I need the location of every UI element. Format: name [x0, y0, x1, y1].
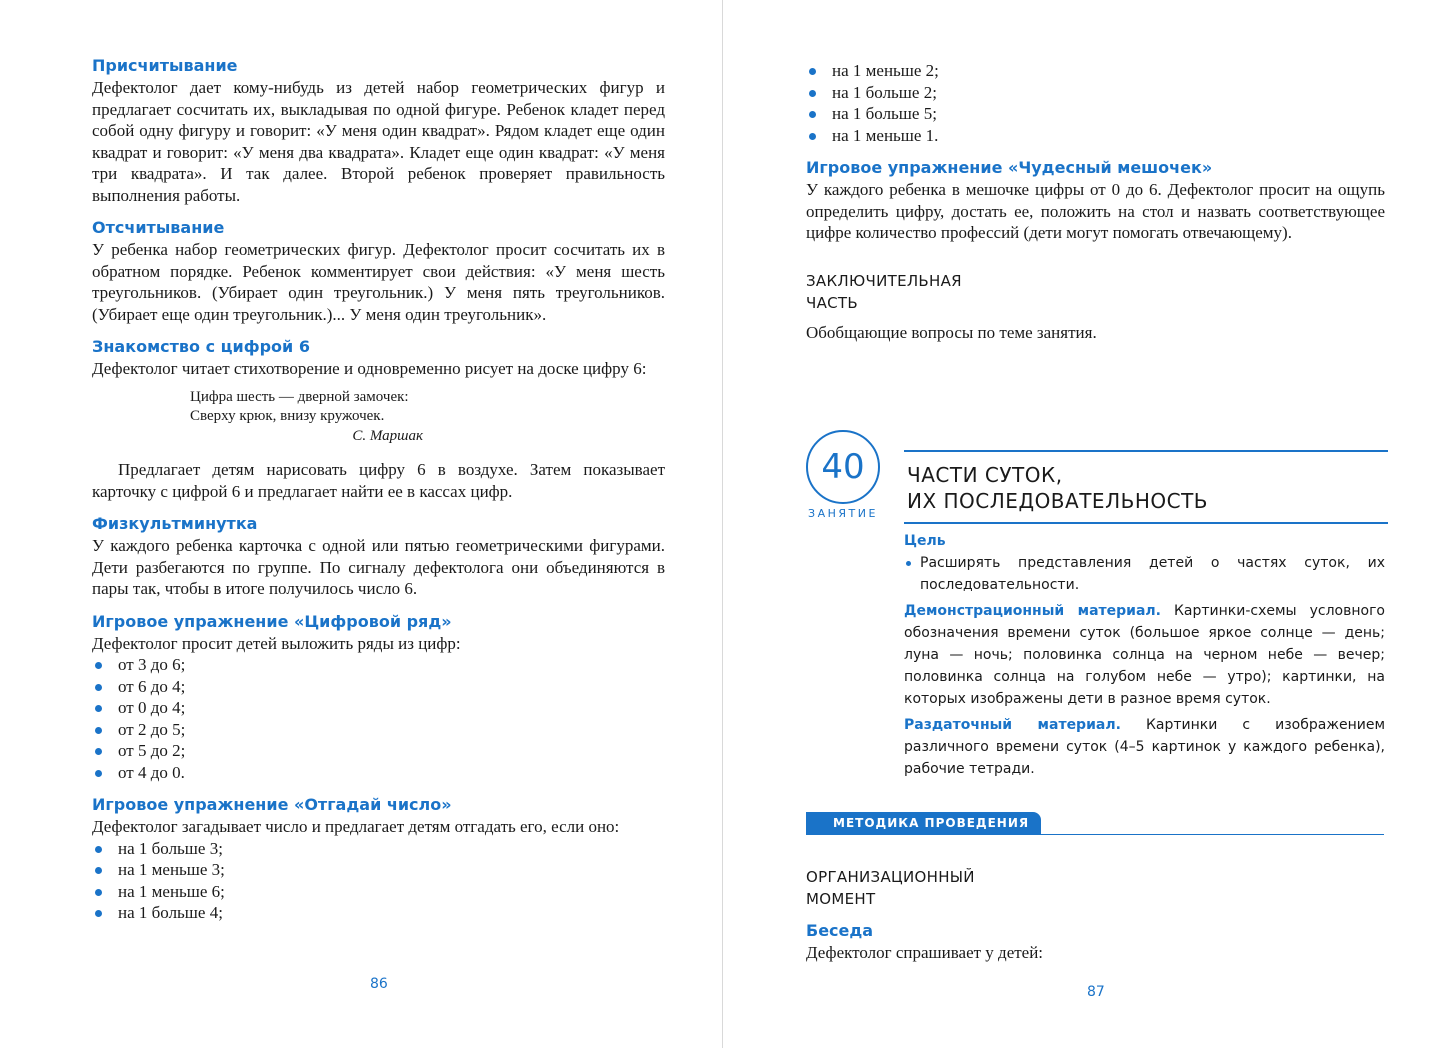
list-item: на 1 меньше 1.: [806, 125, 1385, 147]
list-item: на 1 меньше 3;: [92, 859, 665, 881]
lesson-label: ЗАНЯТИЕ: [808, 507, 878, 520]
final-part-heading: ЗАКЛЮЧИТЕЛЬНАЯ: [806, 271, 962, 290]
section-text-exercise-break: У каждого ребенка карточка с одной или пятью геометрическими фигурами. Дети разбегаются по группе. По сигналу дефектолога они объединяются в пары так, чтобы в итоге получилось число 6.: [92, 536, 665, 598]
page-number: 86: [370, 976, 388, 992]
list-item: от 0 до 4;: [92, 697, 665, 719]
bullet-icon: [906, 561, 911, 566]
bullet-icon: [95, 727, 102, 734]
talk-title: Беседа: [806, 921, 874, 940]
section-text-digit-row: Дефектолог просит детей выложить ряды из цифр:: [92, 633, 461, 653]
poem-line: Цифра шесть — дверной замочек:: [190, 388, 409, 405]
guess-number-list: [92, 838, 665, 924]
list-item: на 1 меньше 6;: [92, 881, 665, 903]
page-number: 87: [1087, 984, 1105, 1000]
demo-material: Демонстрационный материал. Картинки-схемы условного обозначения времени суток (большое яркое солнце — день; луна — ночь; половинка солнца на черном небе — вечер; половинка солнца на голубом небе — утро); картинки, на которых изображены дети в разное время суток.: [904, 603, 1385, 707]
org-heading: ОРГАНИЗАЦИОННЫЙ: [806, 868, 975, 886]
bullet-icon: [809, 111, 816, 118]
list-item: на 1 больше 3;: [92, 838, 665, 860]
bullet-icon: [95, 910, 102, 917]
digit-row-list: [92, 654, 665, 783]
list-item: на 1 больше 2;: [806, 82, 1385, 104]
lesson-header: [806, 430, 1385, 790]
bullet-icon: [95, 889, 102, 896]
list-item: на 1 больше 4;: [92, 902, 665, 924]
list-item: от 2 до 5;: [92, 719, 665, 741]
list-item: от 4 до 0.: [92, 762, 665, 784]
right-column: [806, 60, 1385, 343]
bullet-icon: [809, 68, 816, 75]
bullet-icon: [809, 90, 816, 97]
section-title-exercise-break: Физкультминутка: [92, 514, 258, 533]
section-title-magic-bag: Игровое упражнение «Чудесный мешочек»: [806, 158, 1213, 177]
list-item: от 3 до 6;: [92, 654, 665, 676]
guess-number-list-cont: [806, 60, 1385, 146]
section-text-digit-six: Дефектолог читает стихотворение и одновременно рисует на доске цифру 6:: [92, 359, 647, 378]
list-item: на 1 меньше 2;: [806, 60, 1385, 82]
org-heading-2: МОМЕНТ: [806, 890, 876, 908]
bullet-icon: [95, 662, 102, 669]
final-part-text: Обобщающие вопросы по теме занятия.: [806, 322, 1097, 342]
poem: [190, 388, 665, 447]
goal-text: Расширять представления детей о частях суток, их последовательности.: [904, 552, 1385, 596]
demo-label: Демонстрационный материал.: [904, 603, 1161, 619]
section-title-count-on: Присчитывание: [92, 56, 238, 75]
section-title-count-back: Отсчитывание: [92, 218, 225, 237]
org-section: [806, 866, 1385, 964]
list-item: на 1 больше 5;: [806, 103, 1385, 125]
method-bar: [806, 812, 1384, 835]
section-text-count-on: Дефектолог дает кому-нибудь из детей набор геометрических фигур и предлагает сосчитать их, выкладывая по одной фигуре. Ребенок кладет перед собой одну фигуру и говорит: «У меня один квадрат». Рядом кладет еще один квадрат и говорит: «У меня два квадрата». Кладет еще один квадрат: «У меня три квадрата». И так далее. Второй ребенок проверяет правильность выполнения работы.: [92, 78, 665, 205]
lesson-title-box: [904, 450, 1388, 524]
section-text-count-back: У ребенка набор геометрических фигур. Дефектолог просит сосчитать их в обратном порядке. Ребенок комментирует свои действия: «У меня шесть треугольников. (Убирает один треугольник.) У меня пять треугольников. (Убирает еще один треугольник.)... У меня один треугольник».: [92, 240, 665, 324]
section-title-digit-six: Знакомство с цифрой 6: [92, 337, 310, 356]
left-column: [92, 55, 665, 924]
bullet-icon: [95, 684, 102, 691]
lesson-title: ЧАСТИ СУТОК,: [907, 463, 1063, 487]
method-tab: МЕТОДИКА ПРОВЕДЕНИЯ: [806, 812, 1041, 834]
section-text-guess-number: Дефектолог загадывает число и предлагает детям отгадать его, если оно:: [92, 817, 620, 836]
section-text-digit-six-2: Предлагает детям нарисовать цифру 6 в воздухе. Затем показывает карточку с цифрой 6 и предлагает найти ее в кассах цифр.: [92, 460, 665, 501]
poem-line: Сверху крюк, внизу кружочек.: [190, 408, 385, 424]
handout-label: Раздаточный материал.: [904, 717, 1121, 733]
final-part-heading-2: ЧАСТЬ: [806, 293, 858, 312]
bullet-icon: [95, 846, 102, 853]
bullet-icon: [95, 770, 102, 777]
poem-author: С. Маршак: [352, 427, 423, 444]
left-page: [0, 0, 722, 1048]
list-item: от 6 до 4;: [92, 676, 665, 698]
lesson-title-2: ИХ ПОСЛЕДОВАТЕЛЬНОСТЬ: [907, 489, 1209, 513]
bullet-icon: [95, 748, 102, 755]
right-page: [723, 0, 1445, 1048]
bullet-icon: [95, 705, 102, 712]
section-title-guess-number: Игровое упражнение «Отгадай число»: [92, 795, 452, 814]
section-text-magic-bag: У каждого ребенка в мешочке цифры от 0 до 6. Дефектолог просит на ощупь определить цифру, достать ее, положить на стол и назвать соответствующее цифре количество профессий (дети могут помогать отвечающему).: [806, 180, 1385, 242]
talk-text: Дефектолог спрашивает у детей:: [806, 943, 1044, 962]
handout-material: Раздаточный материал. Картинки с изображением различного времени суток (4–5 картинок у каждого ребенка), рабочие тетради.: [904, 717, 1386, 777]
lesson-body: [904, 530, 1385, 780]
lesson-number-badge: 40: [806, 430, 880, 504]
bullet-icon: [95, 867, 102, 874]
bullet-icon: [809, 133, 816, 140]
goal-label: Цель: [904, 533, 946, 549]
section-title-digit-row: Игровое упражнение «Цифровой ряд»: [92, 611, 452, 631]
list-item: от 5 до 2;: [92, 740, 665, 762]
